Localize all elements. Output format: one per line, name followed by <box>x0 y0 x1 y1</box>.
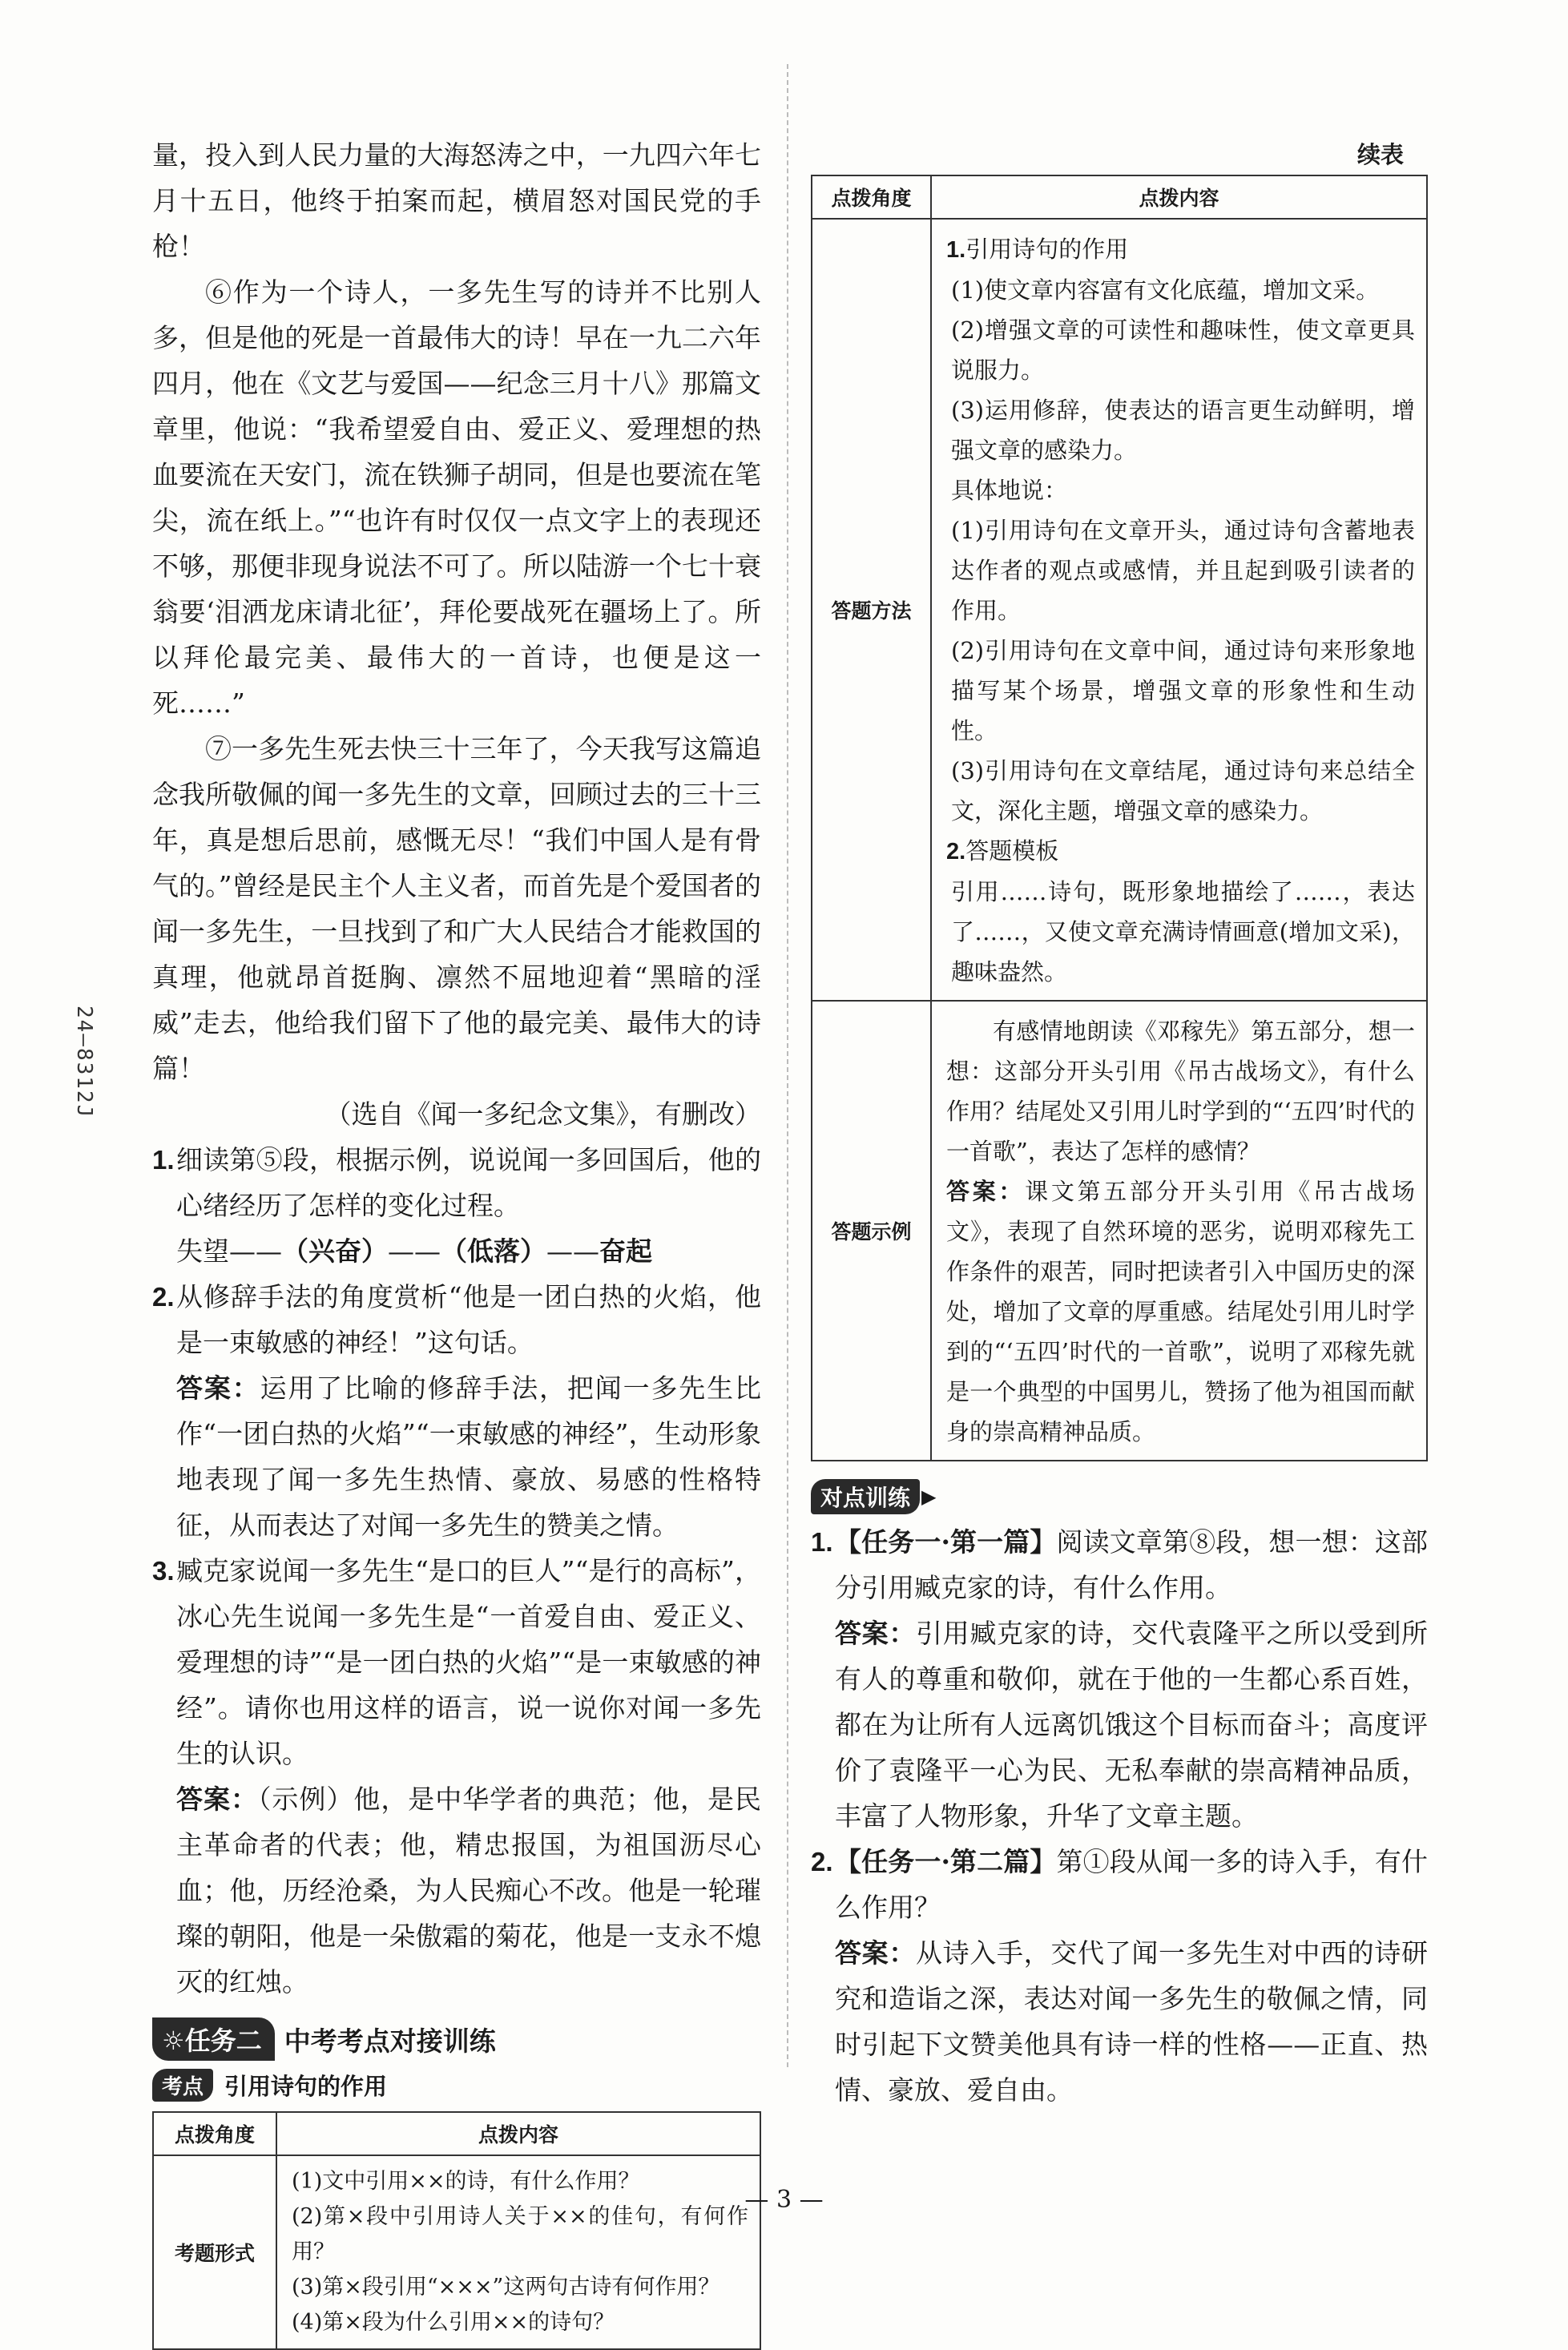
answer-text: 引用臧克家的诗，交代袁隆平之所以受到所有人的尊重和敬仰，就在于他的一生都心系百姓，都在为让所有人远离饥饿这个目标而奋斗；高度评价了袁隆平一心为民、无私奉献的崇高精神品质，丰富了人物形象，升华了文章主题。 <box>835 1618 1428 1832</box>
question-number: 1. <box>152 1145 175 1175</box>
question-3 <box>152 1548 761 2005</box>
task2-title: 中考考点对接训练 <box>284 2025 496 2057</box>
chain-part: —— <box>546 1235 599 1267</box>
table-row-label: 答题示例 <box>812 1001 931 1461</box>
kaodian-banner <box>152 2069 761 2102</box>
question-text: 第①段从闻一多的诗入手，有什么作用？ <box>835 1846 1428 1923</box>
answer-label: 答案： <box>835 1618 916 1649</box>
continued-table-label: 续表 <box>1356 141 1404 168</box>
example-question: 有感情地朗读《邓稼先》第五部分，想一想：这部分开头引用《吊古战场文》，有什么作用？结尾处又引用儿时学到的“‘五四’时代的一首歌”，表达了怎样的感情？ <box>946 1018 1415 1165</box>
page-number: — 3 — <box>744 2186 824 2214</box>
chain-part: 失望—— <box>176 1235 282 1267</box>
practice-question-1 <box>811 1519 1428 1839</box>
table-row-label: 答题方法 <box>812 219 931 1001</box>
answer-text: （示例）他，是中华学者的典范；他，是民主革命者的代表；他，精忠报国，为祖国沥尽心血；他，历经沧桑，为人民痴心不改。他是一轮璀璨的朝阳，他是一朵傲霜的菊花，他是一支永不熄灭的红烛。 <box>176 1784 762 1997</box>
answer-chain <box>176 1228 761 1274</box>
table-header-angle: 点拨角度 <box>812 175 931 219</box>
answer-label: 答案： <box>835 1937 916 1969</box>
list-item: (3)引用诗句在文章结尾，通过诗句来总结全文，深化主题，增强文章的感染力。 <box>951 757 1415 824</box>
list-item: (4)第×段为什么引用××的诗句？ <box>292 2310 615 2335</box>
list-item: (3)运用修辞，使表达的语言更生动鲜明，增强文章的感染力。 <box>951 397 1415 464</box>
method-content <box>931 219 1427 1001</box>
practice-badge: 对点训练 <box>811 1479 920 1514</box>
table-cell-content <box>276 2155 760 2349</box>
method-table <box>811 175 1428 1461</box>
side-code: 24—8312J <box>72 1006 96 1119</box>
list-item: (2)引用诗句在文章中间，通过诗句来形象地描写某个场景，增强文章的形象性和生动性。 <box>951 637 1415 744</box>
question-2 <box>152 1274 761 1548</box>
table-header-angle: 点拨角度 <box>153 2112 276 2155</box>
source-note: （选自《闻一多纪念文集》，有删改） <box>324 1098 761 1130</box>
chain-part: —— <box>388 1235 441 1267</box>
item-title: 引用诗句的作用 <box>965 236 1129 263</box>
answer-label: 答案： <box>946 1178 1026 1205</box>
chain-part: （兴奋） <box>282 1235 388 1267</box>
table-header-content: 点拨内容 <box>931 175 1427 219</box>
item-title: 答题模板 <box>965 837 1059 865</box>
kaodian-badge: 考点 <box>152 2069 213 2102</box>
practice-banner <box>811 1479 1428 1514</box>
answer-text: 从诗入手，交代了闻一多先生对中西的诗研究和造诣之深，表达对闻一多先生的敬佩之情，同时引起下文赞美他具有诗一样的性格——正直、热情、豪放、爱自由。 <box>835 1937 1428 2106</box>
question-number: 3. <box>152 1556 175 1586</box>
list-item: (2)增强文章的可读性和趣味性，使文章更具说服力。 <box>951 316 1415 384</box>
table-row-label: 考题形式 <box>153 2155 276 2349</box>
list-item: (3)第×段引用“×××”这两句古诗有何作用？ <box>292 2275 720 2300</box>
left-column <box>152 132 761 2350</box>
task-tag: 【任务一·第二篇】 <box>835 1846 1057 1877</box>
answer-text: 运用了比喻的修辞手法，把闻一多先生比作“一团白热的火焰”“一束敏感的神经”，生动形象地表现了闻一多先生热情、豪放、易感的性格特征，从而表达了对闻一多先生的赞美之情。 <box>176 1373 762 1541</box>
kaodian-title: 引用诗句的作用 <box>224 2073 388 2100</box>
answer-label: 答案： <box>176 1784 258 1815</box>
question-text: 细读第⑤段，根据示例，说说闻一多回国后，他的心绪经历了怎样的变化过程。 <box>176 1144 761 1221</box>
exam-form-table <box>152 2111 761 2350</box>
question-text: 臧克家说闻一多先生“是口的巨人”“是行的高标”，冰心先生说闻一多先生是“一首爱自由、爱正义、爱理想的诗”“是一团白热的火焰”“是一束敏感的神经”。请你也用这样的语言，说一说你对闻一多先生的认识。 <box>176 1555 761 1769</box>
answer-text: 课文第五部分开头引用《吊古战场文》，表现了自然环境的恶劣，说明邓稼先工作条件的艰苦，同时把读者引入中国历史的深处，增加了文章的厚重感。结尾处引用儿时学到的“‘五四’时代的一首歌”，说明了邓稼先就是一个典型的中国男儿，赞扬了他为祖国而献身的崇高精神品质。 <box>946 1178 1415 1445</box>
list-item: (1)使文章内容富有文化底蕴，增加文采。 <box>951 276 1380 304</box>
chain-part: （低落） <box>441 1235 546 1267</box>
paragraph-6: ⑥作为一个诗人，一多先生写的诗并不比别人多，但是他的死是一首最伟大的诗！早在一九二六年四月，他在《文艺与爱国——纪念三月十八》那篇文章里，他说：“我希望爱自由、爱正义、爱理想的热血要流在天安门，流在铁狮子胡同，但是也要流在笔尖，流在纸上。”“也许有时仅仅一点文字上的表现还不够，那便非现身说法不可了。所以陆游一个七十衰翁要‘泪洒龙床请北征’，拜伦要战死在疆场上了。所以拜伦最完美、最伟大的一首诗，也便是这一死……” <box>152 276 761 719</box>
question-number: 2. <box>811 1847 833 1876</box>
question-text: 从修辞手法的角度赏析“他是一团白热的火焰，他是一束敏感的神经！”这句话。 <box>176 1281 761 1358</box>
list-item: (1)引用诗句在文章开头，通过诗句含蓄地表达作者的观点或感情，并且起到吸引读者的作用。 <box>951 517 1415 624</box>
right-column <box>811 135 1428 2113</box>
item-number: 1. <box>946 237 966 263</box>
practice-question-2 <box>811 1839 1428 2113</box>
question-number: 1. <box>811 1527 833 1557</box>
list-item: (2)第×段中引用诗人关于××的佳句，有何作用？ <box>292 2204 748 2264</box>
list-item: (1)文中引用××的诗，有什么作用？ <box>292 2169 640 2194</box>
column-divider <box>787 64 788 2067</box>
task2-badge: ☼任务二 <box>152 2017 275 2061</box>
answer-label: 答案： <box>176 1373 260 1404</box>
question-1 <box>152 1137 761 1274</box>
task-tag: 【任务一·第一篇】 <box>835 1526 1057 1558</box>
question-text: 阅读文章第⑧段，想一想：这部分引用臧克家的诗，有什么作用。 <box>835 1526 1428 1603</box>
paragraph-continued: 量，投入到人民力量的大海怒涛之中，一九四六年七月十五日，他终于拍案而起，横眉怒对国民党的手枪！ <box>152 139 761 262</box>
chain-part: 奋起 <box>599 1235 652 1267</box>
question-number: 2. <box>152 1282 175 1312</box>
task2-banner <box>152 2017 761 2061</box>
item-number: 2. <box>946 839 966 865</box>
table-header-content: 点拨内容 <box>276 2112 760 2155</box>
paragraph-7: ⑦一多先生死去快三十三年了，今天我写这篇追念我所敬佩的闻一多先生的文章，回顾过去的三十三年，真是想后思前，感慨无尽！“我们中国人是有骨气的。”曾经是民主个人主义者，而首先是个爱国者的闻一多先生，一旦找到了和广大人民结合才能救国的真理，他就昂首挺胸、凛然不屈地迎着“黑暗的淫威”走去，他给我们留下了他的最完美、最伟大的诗篇！ <box>152 733 761 1084</box>
arrow-icon: ▶ <box>921 1485 937 1508</box>
list-item: 引用……诗句，既形象地描绘了……，表达了……，又使文章充满诗情画意(增加文采)，趣味盎然。 <box>951 878 1415 986</box>
example-content <box>931 1001 1427 1461</box>
list-item: 具体地说： <box>951 477 1068 504</box>
